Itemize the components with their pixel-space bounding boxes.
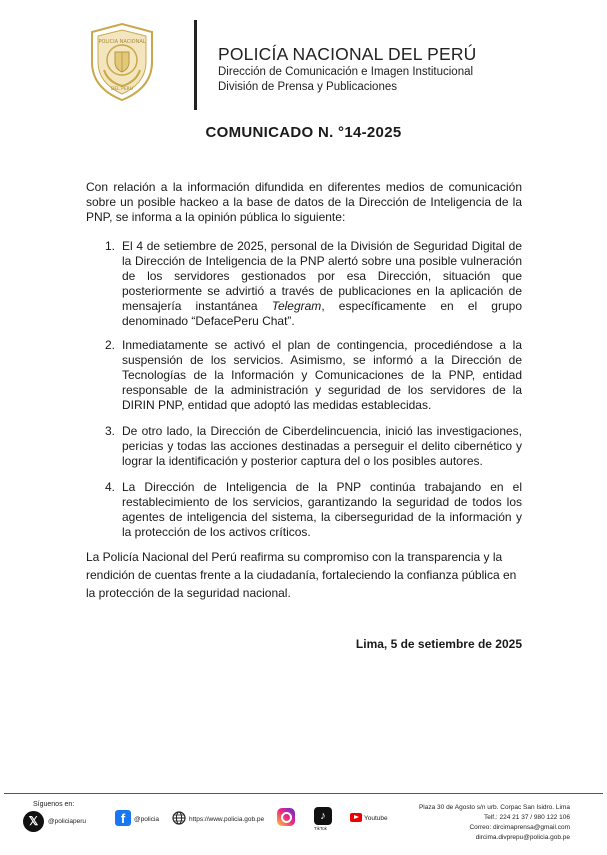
website-link[interactable]: https://www.policia.gob.pe <box>189 816 265 823</box>
list-item <box>86 424 522 469</box>
item-text: La Dirección de Inteligencia de la PNP continúa trabajando en el restablecimiento de los servicios, garantizando la seguridad de todos los agentes de inteligencia del sistema, la ciberseguridad de la información y la protección de los activos críticos. <box>122 480 522 539</box>
item-number: 3. <box>105 424 116 438</box>
item-text: El 4 de setiembre de 2025, personal de la División de Seguridad Digital de la Dirección de Inteligencia de la PNP alertó sobre una posible vulneración de los servidores gestionados por esa Dirección, situación que posteriormente se advirtió a través de publicaciones en la aplicación de mensajería instantánea Telegram, específicamente en el grupo denominado “DefacePeru Chat”. <box>122 239 522 328</box>
footer-divider <box>4 793 603 794</box>
department-line: Dirección de Comunicación e Imagen Institucional <box>218 66 474 78</box>
item-number: 1. <box>105 239 116 253</box>
communique-title: COMUNICADO N. °14-2025 <box>205 124 402 141</box>
closing-paragraph: La Policía Nacional del Perú reafirma su compromiso con la transparencia y la rendición de cuentas frente a la ciudadanía, fortaleciendo la confianza pública en la protección de la seguridad nacional. <box>86 550 517 600</box>
list-item <box>86 338 522 413</box>
globe-icon[interactable] <box>172 811 186 825</box>
instagram-icon[interactable] <box>277 808 295 826</box>
date-line: Lima, 5 de setiembre de 2025 <box>355 637 522 651</box>
facebook-icon[interactable]: f <box>115 810 131 826</box>
follow-label: Síguenos en: <box>33 801 75 808</box>
list-item <box>86 239 522 329</box>
svg-text:DEL PERU: DEL PERU <box>110 87 134 92</box>
email-line[interactable]: Correo: dircimaprensa@gmail.com <box>469 824 570 831</box>
item-text: Inmediatamente se activó el plan de contingencia, procediéndose a la suspensión de los servicios. Asimismo, se informó a la Dirección de Tecnologías de la Información y Comunicaciones de la PNP, entidad responsable de la administración y seguridad de los servidores de la DIRIN PNP, entidad que adoptó las medidas establecidas. <box>122 338 522 412</box>
tiktok-icon[interactable]: ♪ <box>314 807 332 825</box>
pnp-seal-logo <box>88 22 156 102</box>
division-line: División de Prensa y Publicaciones <box>218 81 397 93</box>
tiktok-label: TikTok <box>314 826 327 831</box>
x-handle[interactable]: @policiaperu <box>48 818 87 825</box>
item-text: De otro lado, la Dirección de Ciberdelincuencia, inició las investigaciones, pericias y todas las acciones destinadas a perseguir el delito cibernético y lograr la identificación y posterior captura del o los posibles autores. <box>122 424 522 468</box>
address-line: Plaza 30 de Agosto s/n urb. Corpac San Isidro. Lima <box>418 804 570 811</box>
youtube-icon[interactable] <box>350 813 362 822</box>
item-number: 4. <box>105 480 116 494</box>
email-line-2[interactable]: dircima.divprepu@policia.gob.pe <box>475 834 570 841</box>
telegram-italic: Telegram <box>271 299 322 313</box>
item-number: 2. <box>105 338 116 352</box>
institution-title: POLICÍA NACIONAL DEL PERÚ <box>218 44 477 64</box>
intro-paragraph: Con relación a la información difundida en diferentes medios de comunicación sobre un posible hackeo a la base de datos de la Dirección de Inteligencia de la PNP, se informa a la opinión pública lo siguiente: <box>86 180 522 224</box>
facebook-handle[interactable]: @policia <box>134 816 160 823</box>
svg-text:POLICIA NACIONAL: POLICIA NACIONAL <box>98 39 146 45</box>
header-divider <box>194 20 197 110</box>
x-icon[interactable]: 𝕏 <box>23 811 44 832</box>
list-item <box>86 480 522 540</box>
youtube-label[interactable]: Youtube <box>364 815 388 822</box>
phone-line: Telf.: 224 21 37 / 980 122 106 <box>483 814 570 821</box>
